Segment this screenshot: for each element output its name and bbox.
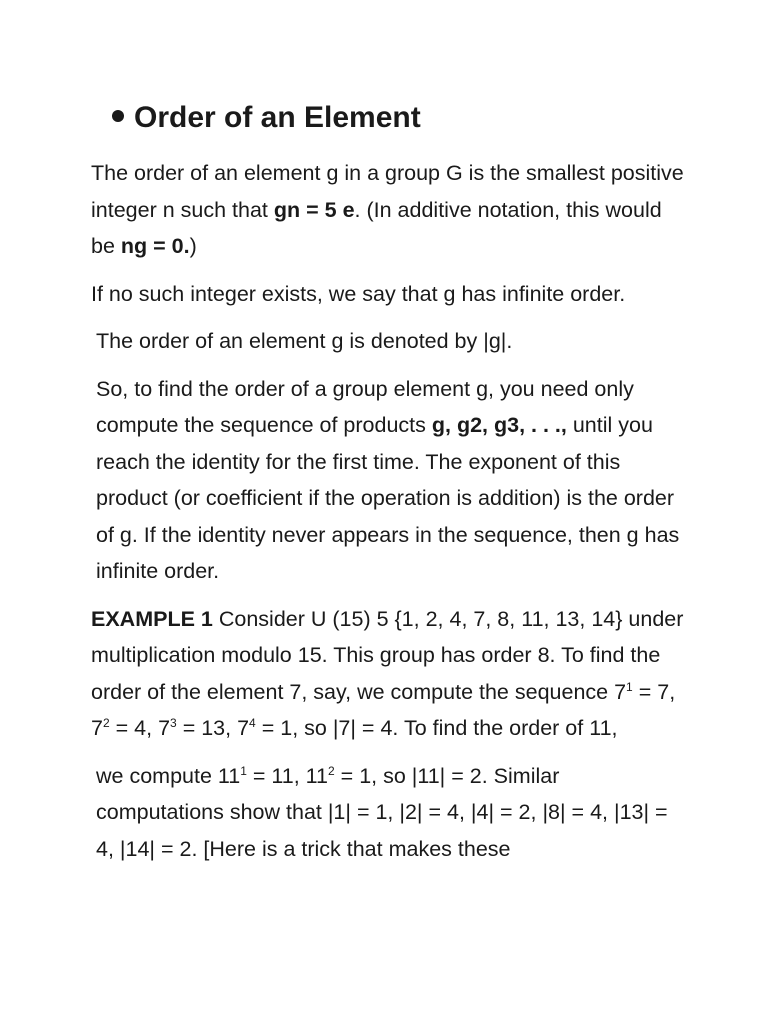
example-label: EXAMPLE 1 — [91, 606, 213, 631]
bold-sequence: g, g2, g3, . . ., — [431, 413, 567, 437]
exponent: 3 — [170, 716, 177, 730]
text-run: = 1, so |7| = 4. To find the order of 11, — [255, 716, 618, 740]
text-run: = 11, 11 — [246, 763, 328, 788]
paragraph-procedure — [91, 371, 691, 590]
text-run: = 4, 7 — [109, 716, 171, 740]
exponent: 2 — [102, 716, 110, 730]
text-run: The order of an element g in a group G is the smallest positive integer n such that — [91, 161, 684, 222]
paragraph-notation: The order of an element g is denoted by |g|. — [96, 329, 513, 353]
body-text — [91, 155, 691, 878]
text-run: ) — [189, 234, 197, 258]
exponent: 2 — [328, 763, 335, 778]
paragraph-example — [91, 601, 691, 747]
paragraph-example-continued — [91, 758, 691, 868]
text-run: = 1, so |11| = 2. Similar computations show that |1| = 1, |2| = 4, |4| = 2, |8| = 4, |13| = 4, |14| = 2. [Here is a trick that makes these — [96, 763, 668, 861]
bullet-icon — [112, 110, 124, 122]
text-run: until you reach the identity for the first time. The exponent of this product (or coefficient if the operation is addition) is the order of g. If the identity never appears in the sequence, then g has infinite order. — [96, 413, 680, 583]
bold-equation: ng = 0. — [120, 234, 190, 258]
text-run: = 7, 7 — [91, 679, 676, 740]
text-run: So, to find the order of a group element g, you need only compute the sequence of products — [96, 376, 634, 437]
exponent: 4 — [249, 716, 256, 730]
paragraph-definition — [91, 155, 691, 265]
text-run: Consider U (15) 5 {1, 2, 4, 7, 8, 11, 13, 14} under multiplication modulo 15. This group has order 8. To find the order of the element 7, say, we compute the sequence 7 — [91, 606, 684, 704]
section-heading — [112, 96, 421, 140]
text-run: we compute 11 — [96, 763, 241, 788]
heading-text: Order of an Element — [134, 101, 421, 134]
text-run: = 13, 7 — [176, 716, 250, 740]
text-run: . (In additive notation, this would be — [91, 197, 662, 258]
exponent: 1 — [240, 763, 247, 778]
exponent: 1 — [626, 679, 633, 694]
bold-equation: gn = 5 e — [273, 197, 355, 222]
paragraph-infinite-order: If no such integer exists, we say that g has infinite order. — [91, 281, 626, 306]
